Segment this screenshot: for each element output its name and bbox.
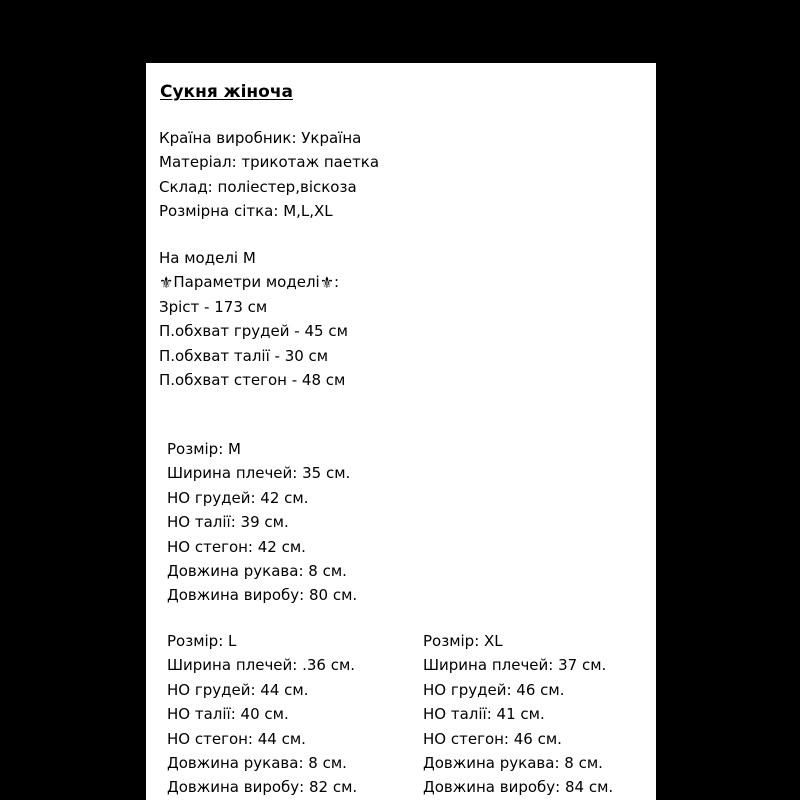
- model-chest: П.обхват грудей - 45 см: [159, 322, 348, 341]
- size-sleeve: Довжина рукава: 8 см.: [167, 753, 347, 772]
- size-shoulders: Ширина плечей: 37 см.: [423, 656, 607, 675]
- size-sleeve: Довжина рукава: 8 см.: [167, 561, 347, 580]
- size-m-block: [167, 437, 357, 608]
- size-hips: НО стегон: 46 см.: [423, 729, 562, 748]
- size-l-block: [167, 629, 357, 800]
- info-size-range: Розмірна сітка: M,L,XL: [159, 202, 333, 221]
- model-size: На моделі М: [159, 249, 256, 267]
- info-composition: Склад: поліестер,віскоза: [159, 177, 357, 196]
- model-params: [159, 246, 348, 392]
- size-hips: НО стегон: 42 см.: [167, 537, 306, 556]
- size-chest: НО грудей: 42 см.: [167, 488, 309, 507]
- size-length: Довжина виробу: 84 см.: [423, 778, 614, 797]
- info-material: Матеріал: трикотаж паетка: [159, 153, 380, 172]
- model-height: Зріст - 173 см: [159, 297, 268, 316]
- model-params-label: Параметри моделі: [173, 273, 320, 292]
- size-waist: НО талії: 39 см.: [167, 513, 289, 532]
- fleur-de-lis-icon: ⚜: [319, 273, 335, 293]
- size-length: Довжина виробу: 80 см.: [167, 586, 358, 605]
- size-length: Довжина виробу: 82 см.: [167, 778, 358, 797]
- info-country: Країна виробник: Україна: [159, 129, 362, 147]
- page-title: Сукня жіноча: [160, 82, 293, 102]
- model-params-heading: [159, 270, 348, 294]
- size-heading: Розмір: XL: [423, 632, 503, 650]
- size-heading: Розмір: M: [167, 440, 241, 458]
- fleur-de-lis-icon: ⚜: [159, 273, 174, 293]
- size-shoulders: Ширина плечей: 35 см.: [167, 464, 351, 483]
- size-heading: Розмір: L: [167, 632, 237, 650]
- model-params-suffix: :: [334, 273, 340, 292]
- size-waist: НО талії: 41 см.: [423, 705, 545, 724]
- size-chest: НО грудей: 44 см.: [167, 680, 309, 699]
- size-waist: НО талії: 40 см.: [167, 705, 289, 724]
- product-info: [159, 126, 379, 224]
- size-chest: НО грудей: 46 см.: [423, 680, 565, 699]
- size-hips: НО стегон: 44 см.: [167, 729, 306, 748]
- size-sleeve: Довжина рукава: 8 см.: [423, 753, 603, 772]
- size-xl-block: [423, 629, 613, 800]
- model-hips: П.обхват стегон - 48 см: [159, 370, 346, 389]
- product-sheet: [146, 63, 656, 800]
- size-shoulders: Ширина плечей: .36 см.: [167, 656, 356, 675]
- model-waist: П.обхват талії - 30 см: [159, 346, 329, 365]
